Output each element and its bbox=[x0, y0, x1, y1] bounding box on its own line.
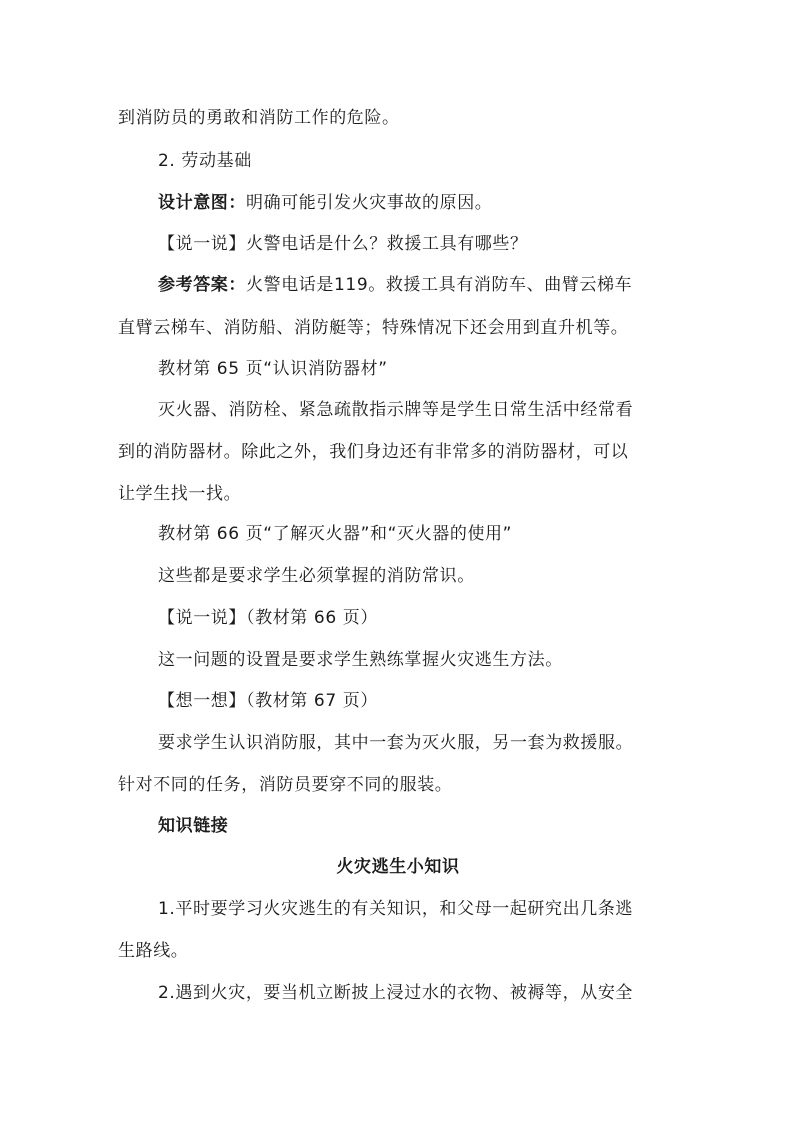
paragraph-line: 到消防员的勇敢和消防工作的危险。 bbox=[118, 108, 400, 128]
paragraph-line: 【说一说】（教材第 66 页） bbox=[158, 608, 378, 628]
section-heading: 2. 劳动基础 bbox=[158, 151, 252, 171]
paragraph-line: 教材第 65 页“认识消防器材” bbox=[158, 359, 388, 379]
paragraph-line bbox=[158, 273, 718, 297]
list-item: 2.遇到火灾，要当机立断披上浸过水的衣物、被褥等，从安全 bbox=[158, 983, 634, 1003]
paragraph-line: 【想一想】（教材第 67 页） bbox=[158, 691, 378, 711]
paragraph-line: 要求学生认识消防服，其中一套为灭火服，另一套为救援服。 bbox=[158, 733, 634, 753]
paragraph-line: 这些都是要求学生必须掌握的消防常识。 bbox=[158, 566, 475, 586]
paragraph-line: 教材第 66 页“了解灭火器”和“灭火器的使用” bbox=[158, 524, 513, 544]
design-intent-label: 设计意图： bbox=[158, 193, 246, 213]
paragraph-line: 【说一说】火警电话是什么？救援工具有哪些？ bbox=[158, 234, 528, 254]
paragraph-line bbox=[158, 191, 718, 215]
list-item-continuation: 生路线。 bbox=[118, 941, 189, 961]
paragraph-line: 这一问题的设置是要求学生熟练掌握火灾逃生方法。 bbox=[158, 650, 563, 670]
paragraph-line: 让学生找一找。 bbox=[118, 484, 242, 504]
section-title: 火灾逃生小知识 bbox=[336, 857, 460, 877]
knowledge-link-heading: 知识链接 bbox=[158, 816, 229, 836]
answer-label: 参考答案： bbox=[158, 275, 246, 295]
paragraph-line: 直臂云梯车、消防船、消防艇等；特殊情况下还会用到直升机等。 bbox=[118, 318, 629, 338]
design-intent-text: 明确可能引发火灾事故的原因。 bbox=[246, 193, 493, 213]
paragraph-line: 到的消防器材。除此之外，我们身边还有非常多的消防器材，可以 bbox=[118, 442, 629, 462]
list-item: 1.平时要学习火灾逃生的有关知识，和父母一起研究出几条逃 bbox=[158, 899, 634, 919]
paragraph-line: 灭火器、消防栓、紧急疏散指示牌等是学生日常生活中经常看 bbox=[158, 400, 634, 420]
paragraph-line: 针对不同的任务，消防员要穿不同的服装。 bbox=[118, 775, 453, 795]
answer-text: 火警电话是119。救援工具有消防车、曲臂云梯车 bbox=[246, 275, 633, 295]
